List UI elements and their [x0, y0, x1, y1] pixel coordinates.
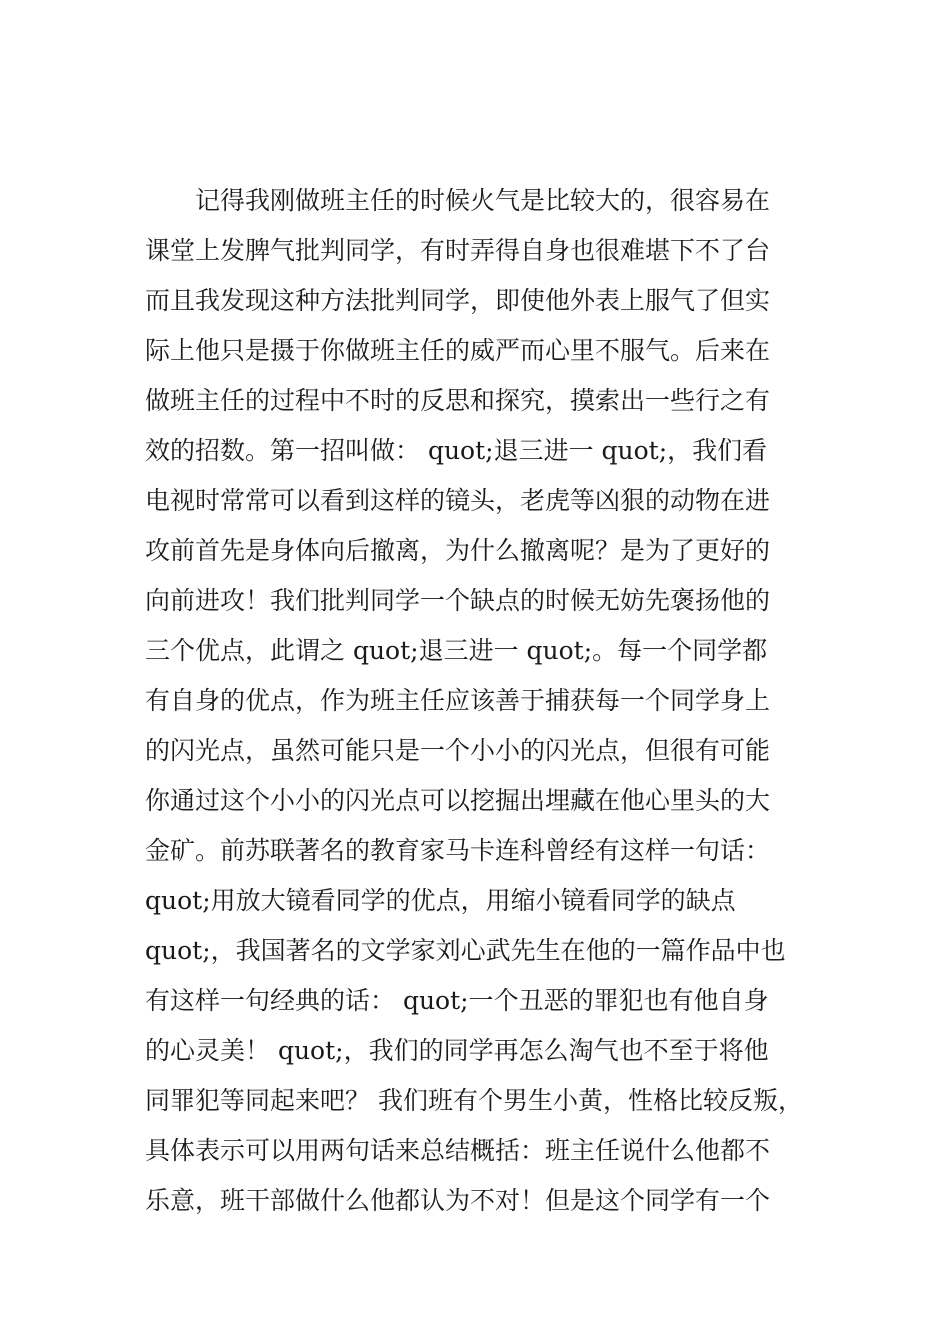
text-line: 而且我发现这种方法批判同学，即使他外表上服气了但实 — [145, 286, 771, 315]
text-line: 三个优点，此谓之 quot;退三进一 quot;。每一个同学都 — [145, 636, 768, 665]
text-line: 电视时常常可以看到这样的镜头，老虎等凶狠的动物在进 — [145, 486, 771, 515]
text-line: 你通过这个小小的闪光点可以挖掘出埋藏在他心里头的大 — [145, 786, 771, 815]
body-paragraph — [145, 176, 835, 1226]
text-line: 有这样一句经典的话： quot;一个丑恶的罪犯也有他自身 — [145, 986, 769, 1015]
text-line: 课堂上发脾气批判同学，有时弄得自身也很难堪下不了台 — [145, 236, 771, 265]
text-line: 有自身的优点，作为班主任应该善于捕获每一个同学身上 — [145, 686, 771, 715]
text-line: 记得我刚做班主任的时候火气是比较大的，很容易在 — [145, 186, 771, 215]
text-line: 攻前首先是身体向后撤离，为什么撤离呢？是为了更好的 — [145, 536, 771, 565]
text-line: 效的招数。第一招叫做： quot;退三进一 quot;，我们看 — [145, 436, 768, 465]
text-line: 乐意，班干部做什么他都认为不对！但是这个同学有一个 — [145, 1186, 771, 1215]
text-line: 际上他只是摄于你做班主任的威严而心里不服气。后来在 — [145, 336, 771, 365]
text-line: quot;，我国著名的文学家刘心武先生在他的一篇作品中也 — [145, 936, 786, 965]
text-line: 具体表示可以用两句话来总结概括：班主任说什么他都不 — [145, 1136, 771, 1165]
text-line: 做班主任的过程中不时的反思和探究，摸索出一些行之有 — [145, 386, 771, 415]
text-line: 的闪光点，虽然可能只是一个小小的闪光点，但很有可能 — [145, 736, 771, 765]
text-line: 同罪犯等同起来吧？ 我们班有个男生小黄，性格比较反叛， — [145, 1086, 803, 1115]
text-line: 的心灵美！ quot;，我们的同学再怎么淘气也不至于将他 — [145, 1036, 769, 1065]
text-line: quot;用放大镜看同学的优点，用缩小镜看同学的缺点 — [145, 886, 736, 915]
text-line: 向前进攻！我们批判同学一个缺点的时候无妨先褒扬他的 — [145, 586, 771, 615]
text-line: 金矿。前苏联著名的教育家马卡连科曾经有这样一句话： — [145, 836, 771, 865]
